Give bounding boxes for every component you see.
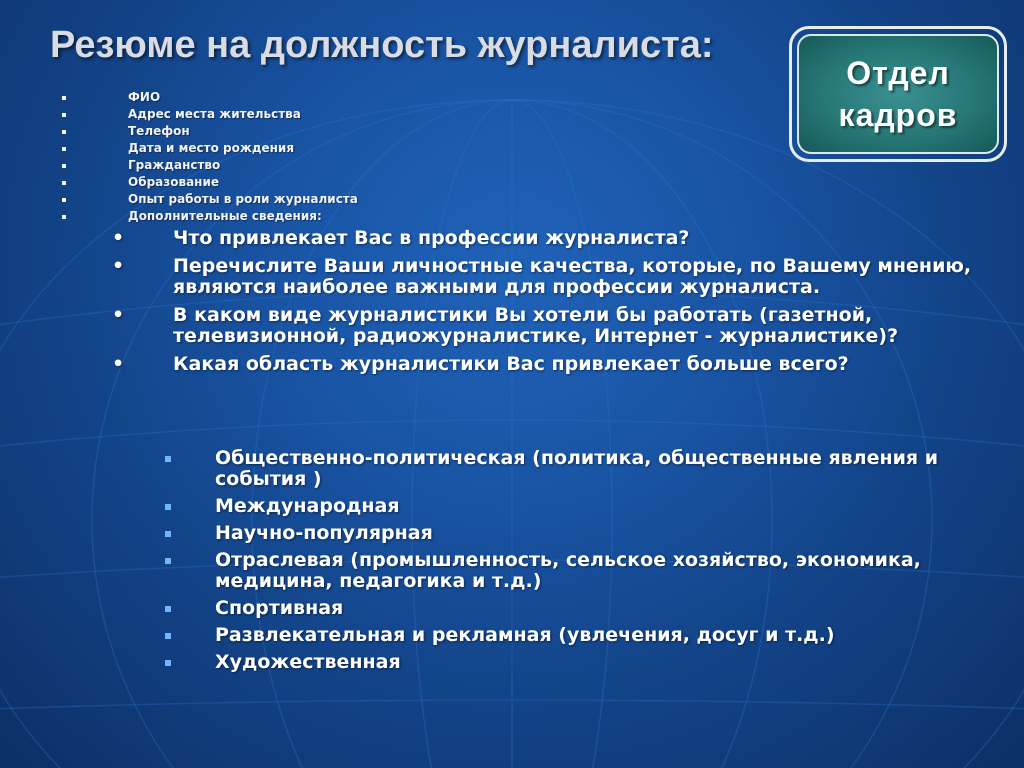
- area-item: [160, 652, 960, 673]
- square-bullet-icon: [62, 164, 66, 168]
- item-text: Дата и место рождения: [128, 141, 295, 155]
- blue-square-bullet-icon: [165, 606, 171, 612]
- area-text: Развлекательная и рекламная (увлечения, досуг и т.д.): [215, 624, 835, 646]
- item-text: ФИО: [128, 90, 161, 104]
- questions-list: [112, 228, 982, 382]
- slide-title: Резюме на должность журналиста:: [50, 24, 714, 66]
- badge-panel: [797, 34, 999, 154]
- question-text: Перечислите Ваши личностные качества, которые, по Вашему мнению, являются наиболее важными для профессии журналиста.: [173, 255, 972, 298]
- question-item: [112, 228, 982, 249]
- area-item: [160, 496, 960, 517]
- item-text: Гражданство: [128, 158, 221, 172]
- area-item: [160, 448, 960, 490]
- round-bullet-icon: •: [112, 304, 125, 326]
- area-text: Отраслевая (промышленность, сельское хозяйство, экономика, медицина, педагогика и т.д.): [215, 549, 921, 592]
- area-text: Художественная: [215, 651, 401, 673]
- item-text: Образование: [128, 175, 220, 189]
- item-text: Дополнительные сведения:: [128, 209, 322, 223]
- area-text: Международная: [215, 495, 400, 517]
- area-text: Спортивная: [215, 597, 344, 619]
- list-item: [60, 89, 358, 106]
- question-item: [112, 354, 982, 375]
- list-item: [60, 106, 358, 123]
- list-item: [60, 191, 358, 208]
- area-item: [160, 625, 960, 646]
- badge-line-2: кадров: [838, 97, 958, 133]
- area-text: Научно-популярная: [215, 522, 433, 544]
- area-item: [160, 598, 960, 619]
- area-text: Общественно-политическая (политика, общественные явления и события ): [215, 447, 939, 490]
- badge-line-1: Отдел: [846, 55, 950, 91]
- item-text: Опыт работы в роли журналиста: [128, 192, 358, 206]
- blue-square-bullet-icon: [165, 504, 171, 510]
- blue-square-bullet-icon: [165, 558, 171, 564]
- square-bullet-icon: [62, 181, 66, 185]
- blue-square-bullet-icon: [165, 456, 171, 462]
- item-text: Адрес места жительства: [128, 107, 301, 121]
- square-bullet-icon: [62, 113, 66, 117]
- square-bullet-icon: [62, 96, 66, 100]
- question-item: [112, 305, 982, 347]
- area-item: [160, 550, 960, 592]
- round-bullet-icon: •: [112, 353, 125, 375]
- list-item: [60, 157, 358, 174]
- question-item: [112, 256, 982, 298]
- square-bullet-icon: [62, 198, 66, 202]
- area-item: [160, 523, 960, 544]
- question-text: В каком виде журналистики Вы хотели бы работать (газетной, телевизионной, радиожурналистике, Интернет - журналистике)?: [173, 304, 899, 347]
- blue-square-bullet-icon: [165, 531, 171, 537]
- round-bullet-icon: •: [112, 255, 125, 277]
- list-item: [60, 140, 358, 157]
- blue-square-bullet-icon: [165, 660, 171, 666]
- resume-fields-list: [60, 89, 358, 225]
- list-item: [60, 208, 358, 225]
- list-item: [60, 174, 358, 191]
- square-bullet-icon: [62, 130, 66, 134]
- question-text: Что привлекает Вас в профессии журналиста?: [173, 227, 690, 249]
- question-text: Какая область журналистики Вас привлекает больше всего?: [173, 353, 849, 375]
- blue-square-bullet-icon: [165, 633, 171, 639]
- square-bullet-icon: [62, 147, 66, 151]
- round-bullet-icon: •: [112, 227, 125, 249]
- square-bullet-icon: [62, 215, 66, 219]
- journalism-areas-list: [160, 448, 960, 679]
- list-item: [60, 123, 358, 140]
- item-text: Телефон: [128, 124, 190, 138]
- hr-department-badge: [789, 26, 1007, 162]
